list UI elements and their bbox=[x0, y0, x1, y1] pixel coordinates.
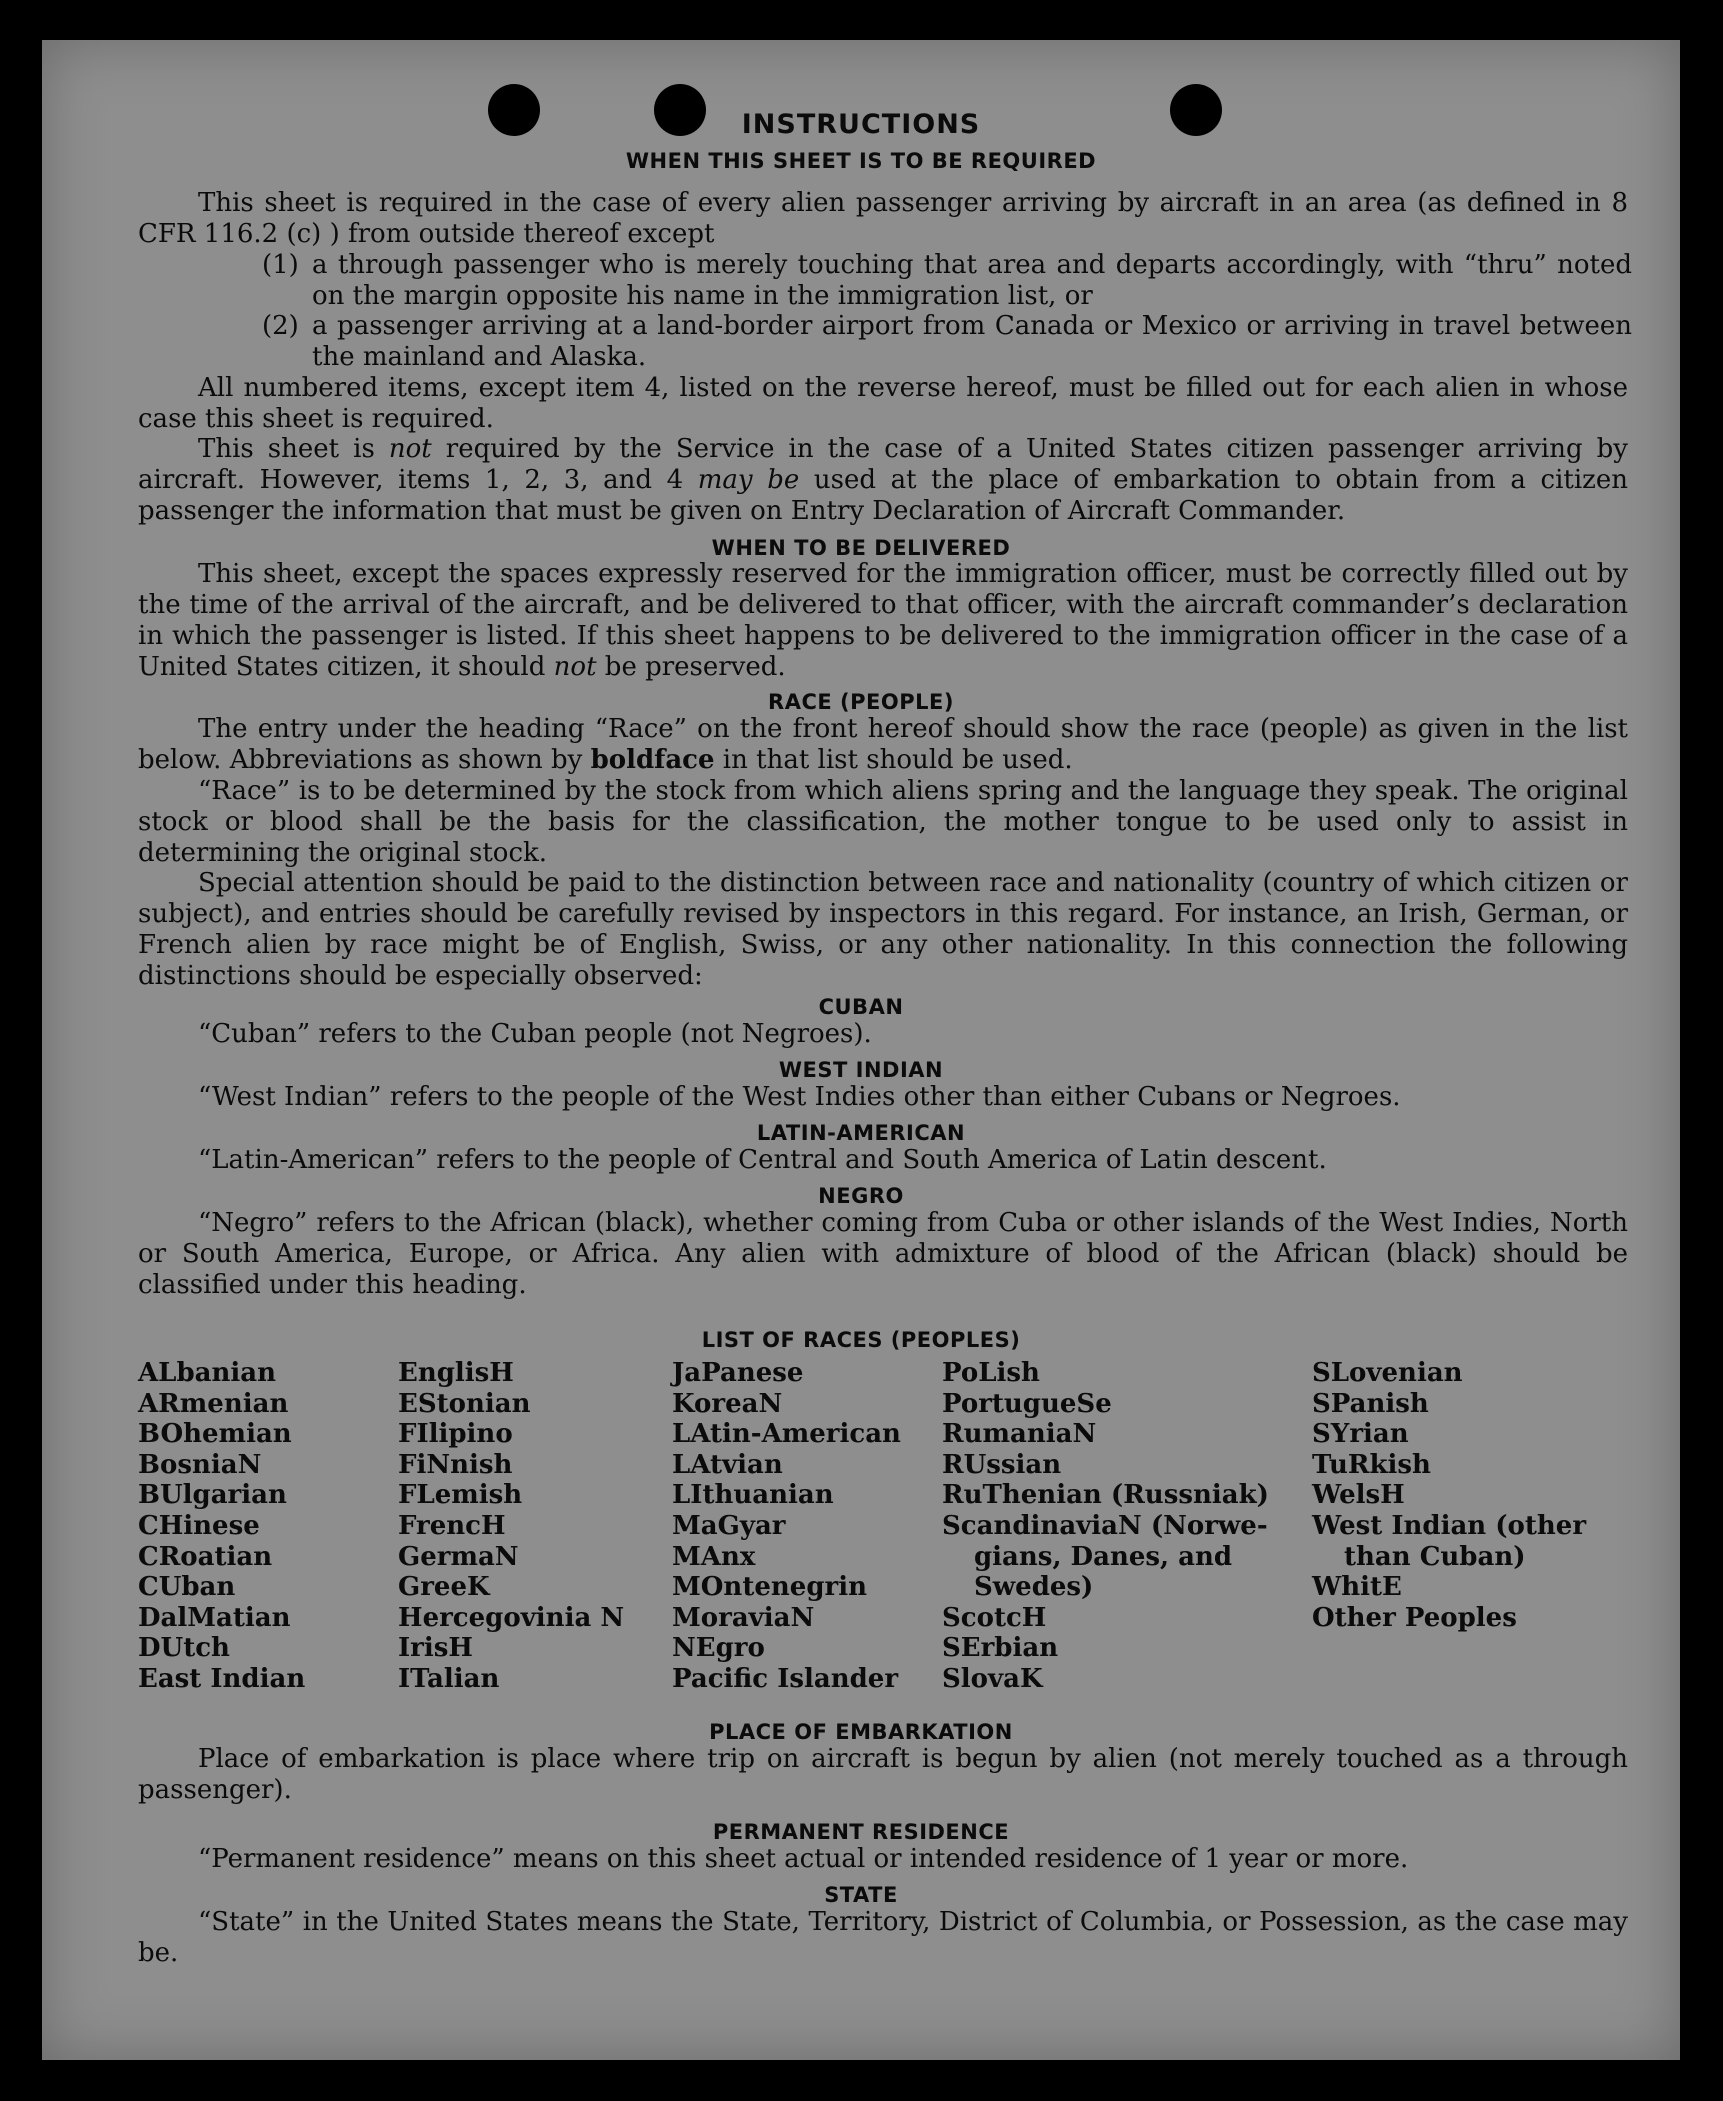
race-entry: LAtvian bbox=[672, 1449, 783, 1480]
race-paragraph-2: “Race” is to be determined by the stock from which aliens spring and the language they speak. The original stock or blood shall be the basis for the classification, the mother tongue to be used only to assist in determining the original stock. bbox=[138, 776, 1628, 868]
race-entry: DalMatian bbox=[138, 1602, 291, 1633]
exception-item-1: (1) a through passenger who is merely touching that area and departs accordingly, with “thru” noted on the margin opposite his name in the immigration list, or bbox=[262, 250, 1632, 311]
cuban-paragraph: “Cuban” refers to the Cuban people (not Negroes). bbox=[198, 1019, 872, 1049]
race-entry: BosniaN bbox=[138, 1449, 262, 1480]
race-entry: SYrian bbox=[1312, 1419, 1409, 1450]
heading-west-indian: WEST INDIAN bbox=[778, 1058, 944, 1082]
race-entry: GermaN bbox=[398, 1541, 519, 1572]
document-sheet bbox=[42, 40, 1680, 2060]
race-entry: FrencH bbox=[398, 1510, 506, 1541]
exception-item-2: (2) a passenger arriving at a land-border airport from Canada or Mexico or arriving in travel between the mainland and Alaska. bbox=[262, 311, 1632, 372]
required-intro: This sheet is required in the case of every alien passenger arriving by aircraft in an area (as defined in 8 CFR 116.2 (c) ) from outside thereof except bbox=[138, 188, 1628, 249]
race-entry: LAtin-American bbox=[672, 1419, 901, 1450]
race-entry: WelsH bbox=[1312, 1480, 1405, 1511]
heading-embarkation: PLACE OF EMBARKATION bbox=[709, 1720, 1013, 1744]
race-entry: BOhemian bbox=[138, 1419, 292, 1450]
heading-race: RACE (PEOPLE) bbox=[768, 690, 954, 714]
heading-delivered: WHEN TO BE DELIVERED bbox=[711, 536, 1011, 560]
race-entry: JaPanese bbox=[672, 1358, 804, 1388]
race-entry: IrisH bbox=[398, 1633, 473, 1664]
race-entry: than Cuban) bbox=[1344, 1541, 1526, 1572]
race-list-column-1 bbox=[138, 1358, 305, 1695]
race-list-column-5 bbox=[1312, 1358, 1586, 1633]
race-entry: MoraviaN bbox=[672, 1602, 815, 1633]
race-entry: BUlgarian bbox=[138, 1480, 287, 1511]
race-list-column-4 bbox=[942, 1358, 1269, 1695]
latin-american-paragraph: “Latin-American” refers to the people of Central and South America of Latin descent. bbox=[198, 1145, 1327, 1175]
race-entry: CHinese bbox=[138, 1510, 260, 1541]
numbered-items-paragraph: All numbered items, except item 4, listed on the reverse hereof, must be filled out for each alien in whose case this sheet is required. bbox=[138, 373, 1628, 434]
race-entry: RuThenian (Russniak) bbox=[942, 1480, 1269, 1511]
citizen-paragraph: This sheet is not required by the Service in the case of a United States citizen passenger arriving by aircraft. However, items 1, 2, 3, and 4 may be used at the place of embarkation to obtain from a citizen passenger the information that must be given on Entry Declaration of Aircraft Commander. bbox=[138, 434, 1629, 526]
race-entry: FiNnish bbox=[398, 1449, 513, 1480]
race-entry: KoreaN bbox=[672, 1388, 783, 1419]
race-entry: Pacific Islander bbox=[672, 1663, 899, 1694]
race-entry: MaGyar bbox=[672, 1510, 786, 1541]
race-entry: ALbanian bbox=[138, 1358, 277, 1388]
race-entry: SLovenian bbox=[1312, 1358, 1463, 1388]
race-entry: ScandinaviaN (Norwe- bbox=[942, 1510, 1268, 1541]
race-entry: LIthuanian bbox=[672, 1480, 834, 1511]
race-entry: EnglisH bbox=[398, 1358, 514, 1388]
race-paragraph-3: Special attention should be paid to the distinction between race and nationality (country of which citizen or subject), and entries should be carefully revised by inspectors in this regard. For instance, an Irish, German, or French alien by race might be of English, Swiss, or any other nationality. In this connection the following distinctions should be especially observed: bbox=[138, 868, 1628, 991]
race-entry: RumaniaN bbox=[942, 1419, 1097, 1450]
race-entry: CRoatian bbox=[138, 1541, 273, 1572]
residence-paragraph: “Permanent residence” means on this sheet actual or intended residence of 1 year or more. bbox=[198, 1844, 1409, 1874]
race-entry: gians, Danes, and bbox=[974, 1541, 1233, 1572]
embarkation-paragraph: Place of embarkation is place where trip on aircraft is begun by alien (not merely touched as a through passenger). bbox=[138, 1744, 1628, 1805]
race-entry: Other Peoples bbox=[1312, 1602, 1517, 1633]
race-entry: GreeK bbox=[398, 1572, 490, 1603]
race-entry: West Indian (other bbox=[1312, 1510, 1587, 1541]
heading-negro: NEGRO bbox=[818, 1184, 904, 1208]
state-paragraph: “State” in the United States means the State, Territory, District of Columbia, or Possession, as the case may be. bbox=[138, 1907, 1628, 1968]
race-entry: RUssian bbox=[942, 1449, 1062, 1480]
race-list-column-2 bbox=[398, 1358, 624, 1695]
race-entry: ITalian bbox=[398, 1663, 500, 1694]
race-entry: NEgro bbox=[672, 1633, 765, 1664]
heading-latin-american: LATIN-AMERICAN bbox=[756, 1121, 966, 1145]
race-entry: SErbian bbox=[942, 1633, 1059, 1664]
race-entry: PoLish bbox=[942, 1358, 1040, 1388]
race-entry: DUtch bbox=[138, 1633, 230, 1664]
race-entry: Hercegovinia N bbox=[398, 1602, 625, 1633]
race-entry: PortugueSe bbox=[942, 1388, 1112, 1419]
page-title: INSTRUCTIONS bbox=[741, 109, 981, 140]
delivered-paragraph: This sheet, except the spaces expressly reserved for the immigration officer, must be correctly filled out by the time of the arrival of the aircraft, and be delivered to that officer, with the aircraft commander’s declaration in which the passenger is listed. If this sheet happens to be delivered to the immigration officer in the case of a United States citizen, it should not be preserved. bbox=[138, 559, 1628, 682]
race-entry: FLemish bbox=[398, 1480, 523, 1511]
heading-state: STATE bbox=[824, 1883, 898, 1907]
race-paragraph-1: The entry under the heading “Race” on the front hereof should show the race (people) as given in the list below. Abbreviations as shown by boldface in that list should be used. bbox=[138, 714, 1628, 775]
race-entry: Swedes) bbox=[974, 1572, 1094, 1603]
race-entry: SPanish bbox=[1312, 1388, 1429, 1419]
race-entry: ScotcH bbox=[942, 1602, 1047, 1633]
race-entry: FIlipino bbox=[398, 1419, 513, 1450]
west-indian-paragraph: “West Indian” refers to the people of the West Indies other than either Cubans or Negroes. bbox=[198, 1082, 1401, 1112]
race-entry: MOntenegrin bbox=[672, 1572, 867, 1603]
heading-list-of-races: LIST OF RACES (PEOPLES) bbox=[701, 1328, 1021, 1352]
race-entry: EStonian bbox=[398, 1388, 531, 1419]
heading-permanent-residence: PERMANENT RESIDENCE bbox=[712, 1820, 1010, 1844]
race-entry: TuRkish bbox=[1312, 1449, 1431, 1480]
heading-cuban: CUBAN bbox=[818, 995, 904, 1019]
race-entry: SlovaK bbox=[942, 1663, 1043, 1694]
race-entry: East Indian bbox=[138, 1663, 306, 1694]
race-entry: MAnx bbox=[672, 1541, 756, 1572]
race-entry: CUban bbox=[138, 1572, 236, 1603]
race-list-column-3 bbox=[672, 1358, 901, 1695]
race-entry: ARmenian bbox=[138, 1388, 289, 1419]
heading-required: WHEN THIS SHEET IS TO BE REQUIRED bbox=[625, 149, 1097, 173]
race-entry: WhitE bbox=[1312, 1572, 1402, 1603]
negro-paragraph: “Negro” refers to the African (black), whether coming from Cuba or other islands of the West Indies, North or South America, Europe, or Africa. Any alien with admixture of blood of the African (black) should be classified under this heading. bbox=[138, 1208, 1628, 1300]
